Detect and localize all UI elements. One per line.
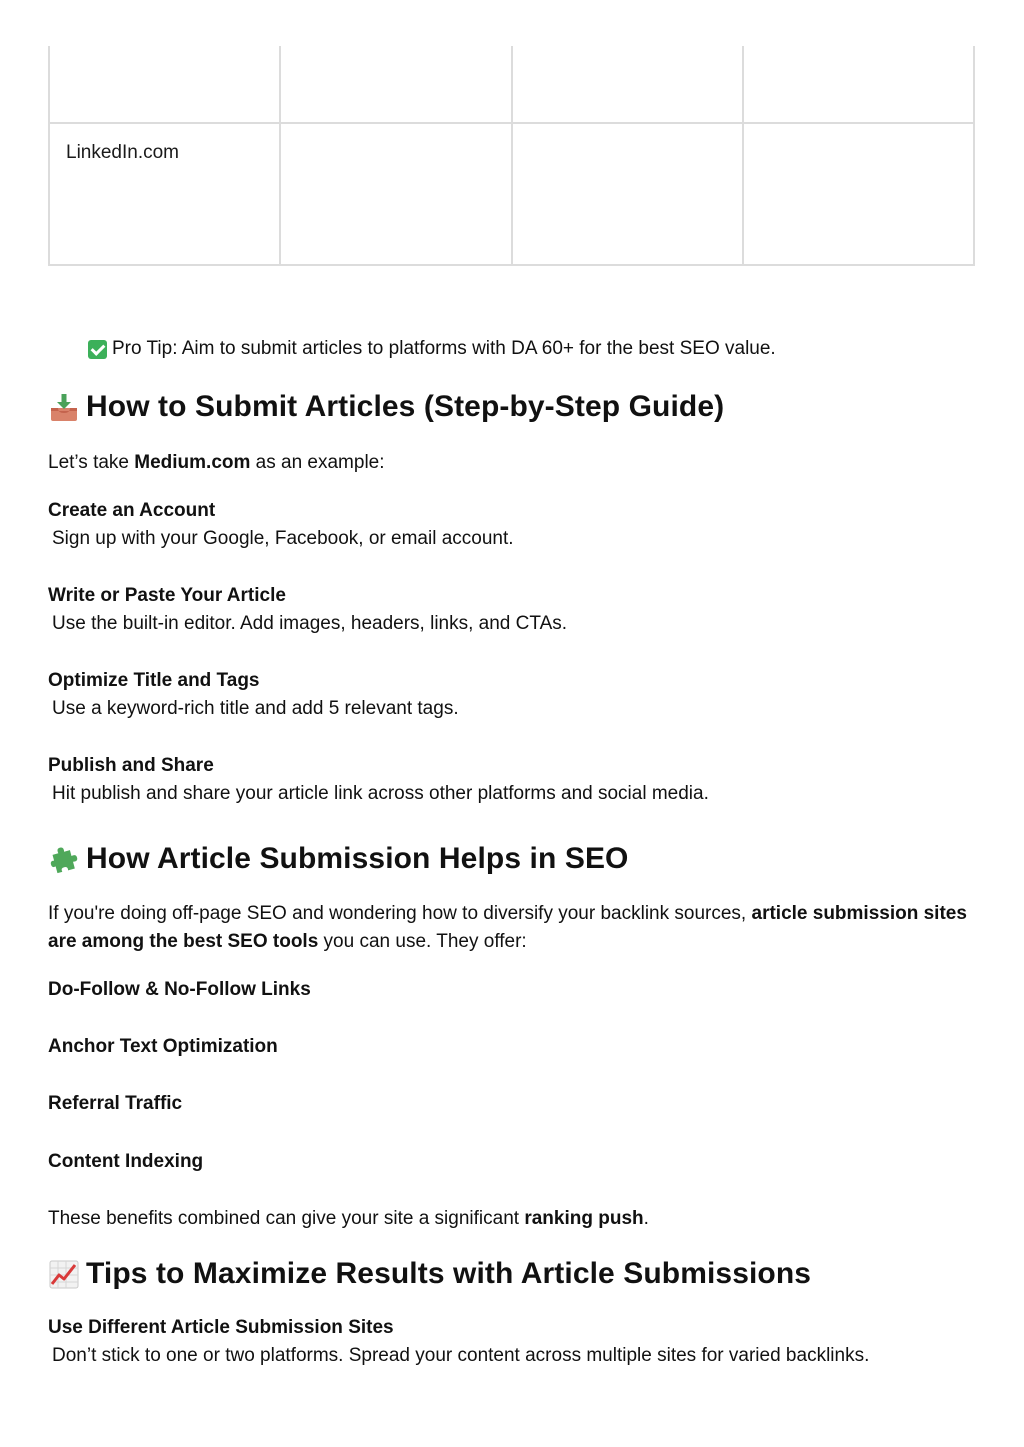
chart-increasing-icon [48,1258,80,1290]
step-title: Write or Paste Your Article [48,585,286,606]
tip-title: Use Different Article Submission Sites [48,1317,394,1338]
step-title: Create an Account [48,500,216,521]
tip-desc: Don’t stick to one or two platforms. Spread your content across multiple sites for varied backlinks. [52,1345,870,1366]
puzzle-piece-icon [48,843,80,875]
table-cell [743,123,974,265]
step-desc: Use the built-in editor. Add images, headers, links, and CTAs. [52,613,568,634]
platform-name: LinkedIn.com [66,142,180,163]
table-row [49,123,974,265]
benefit-item: Do-Follow & No-Follow Links [48,979,311,1000]
step-desc: Sign up with your Google, Facebook, or email account. [52,528,514,549]
table-row [49,46,974,123]
step-title: Publish and Share [48,755,214,776]
table-cell [49,123,280,265]
table-cell [280,46,511,123]
submit-intro: Let’s take Medium.com as an example: [48,452,385,473]
section-heading-submit: How to Submit Articles (Step-by-Step Guide) [48,390,724,424]
inbox-tray-icon [48,391,80,423]
table-cell [49,46,280,123]
pro-tip [88,338,776,360]
step-desc: Hit publish and share your article link across other platforms and social media. [52,783,709,804]
table-cell [743,46,974,123]
section-heading-helps: How Article Submission Helps in SEO [48,842,629,876]
table-cell [512,123,743,265]
benefit-item: Referral Traffic [48,1093,183,1114]
table-cell [280,123,511,265]
table-cell [512,46,743,123]
benefit-item: Content Indexing [48,1151,204,1172]
section-heading-tips: Tips to Maximize Results with Article Submissions [48,1257,811,1291]
platforms-table [48,46,975,266]
step-title: Optimize Title and Tags [48,670,260,691]
helps-intro: If you're doing off-page SEO and wondering how to diversify your backlink sources, article submission sites are among the best SEO tools you can use. They offer: [48,903,967,952]
check-mark-icon [88,340,107,359]
helps-outro: These benefits combined can give your site a significant ranking push. [48,1208,649,1229]
pro-tip-text: Pro Tip: Aim to submit articles to platforms with DA 60+ for the best SEO value. [112,338,776,359]
benefit-item: Anchor Text Optimization [48,1036,278,1057]
step-desc: Use a keyword-rich title and add 5 relevant tags. [52,698,459,719]
